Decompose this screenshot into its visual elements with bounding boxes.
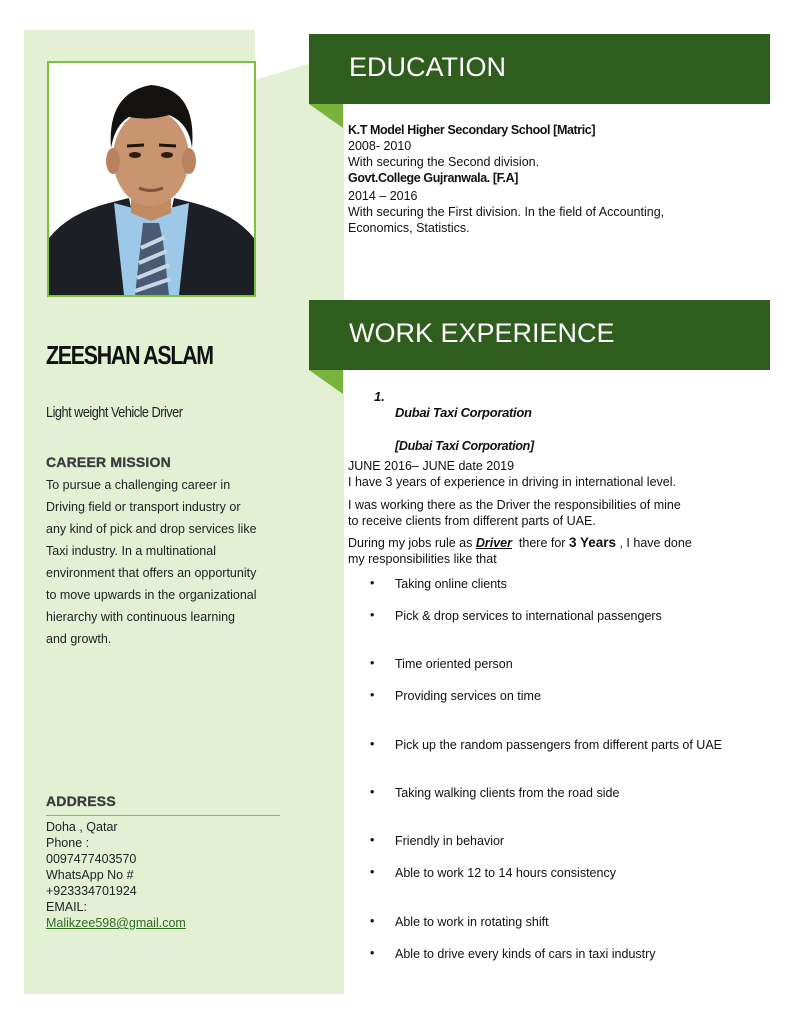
bullet-icon: • bbox=[370, 737, 375, 751]
person-portrait-icon bbox=[49, 63, 254, 295]
address-divider bbox=[46, 815, 280, 816]
bullet-icon: • bbox=[370, 914, 375, 928]
job-para-1-line: I was working there as the Driver the responsibilities of mine bbox=[348, 498, 681, 512]
job-number: 1. bbox=[374, 389, 385, 404]
career-mission-heading: CAREER MISSION bbox=[46, 454, 171, 470]
bullet-icon: • bbox=[370, 688, 375, 702]
person-name: ZEESHAN ASLAM bbox=[46, 340, 213, 370]
job-summary: I have 3 years of experience in driving in international level. bbox=[348, 475, 676, 489]
job-para-2-line bbox=[348, 535, 748, 551]
school-2-years: 2014 – 2016 bbox=[348, 189, 418, 203]
job-para-1-line: to receive clients from different parts of UAE. bbox=[348, 514, 596, 528]
para2-years: 3 Years bbox=[568, 535, 617, 550]
para2-post: , I have done bbox=[616, 536, 692, 550]
mission-line: hierarchy with continuous learning bbox=[46, 610, 235, 624]
bullet-icon: • bbox=[370, 865, 375, 879]
para2-pre: During my jobs rule as bbox=[348, 536, 476, 550]
bullet-icon: • bbox=[370, 656, 375, 670]
job-para-2 bbox=[348, 535, 748, 567]
work-experience-heading: WORK EXPERIENCE bbox=[349, 318, 615, 348]
career-mission-text bbox=[46, 474, 286, 650]
mission-line: Taxi industry. In a multinational bbox=[46, 544, 216, 558]
mission-line: to move upwards in the organizational bbox=[46, 588, 257, 602]
address-city: Doha , Qatar bbox=[46, 820, 118, 834]
mission-line: and growth. bbox=[46, 632, 112, 646]
mission-line: Driving field or transport industry or bbox=[46, 500, 241, 514]
para2-mid: there for bbox=[511, 536, 569, 550]
company-name: Dubai Taxi Corporation bbox=[395, 405, 532, 420]
work-banner-fold bbox=[309, 370, 343, 394]
education-banner-fold bbox=[309, 104, 343, 128]
profile-photo bbox=[47, 61, 256, 297]
school-1-years: 2008- 2010 bbox=[348, 139, 412, 153]
school-2: Govt.College Gujranwala. [F.A] bbox=[348, 171, 518, 185]
school-2-note: With securing the First division. In the field of Accounting, bbox=[348, 205, 665, 219]
job-para-1 bbox=[348, 497, 748, 529]
job-role: Light weight Vehicle Driver bbox=[46, 404, 183, 421]
bullet-icon: • bbox=[370, 576, 375, 590]
para2-role: Driver bbox=[475, 536, 512, 550]
bullet-icon: • bbox=[370, 946, 375, 960]
company-name-bracket: [Dubai Taxi Corporation] bbox=[395, 439, 534, 453]
education-section bbox=[348, 122, 748, 236]
address-block bbox=[46, 819, 186, 931]
mission-line: any kind of pick and drop services like bbox=[46, 522, 257, 536]
school-1: K.T Model Higher Secondary School [Matric] bbox=[348, 123, 596, 137]
address-heading: ADDRESS bbox=[46, 793, 116, 809]
phone-number: 0097477403570 bbox=[46, 852, 137, 866]
job-para-2-line: my responsibilities like that bbox=[348, 552, 497, 566]
education-banner bbox=[309, 34, 770, 104]
bullet-icon: • bbox=[370, 785, 375, 799]
bullet-icon: • bbox=[370, 608, 375, 622]
education-heading: EDUCATION bbox=[349, 52, 507, 82]
mission-line: To pursue a challenging career in bbox=[46, 478, 231, 492]
whatsapp-label: WhatsApp No # bbox=[46, 868, 134, 882]
job-dates: JUNE 2016– JUNE date 2019 bbox=[348, 459, 515, 473]
email-label: EMAIL: bbox=[46, 900, 87, 914]
mission-line: environment that offers an opportunity bbox=[46, 566, 257, 580]
school-2-note-cont: Economics, Statistics. bbox=[348, 221, 470, 235]
phone-label: Phone : bbox=[46, 836, 90, 850]
email-link[interactable]: Malikzee598@gmail.com bbox=[46, 916, 186, 930]
school-1-note: With securing the Second division. bbox=[348, 155, 540, 169]
whatsapp-number: +923334701924 bbox=[46, 884, 137, 898]
work-experience-banner bbox=[309, 300, 770, 370]
bullet-icon: • bbox=[370, 833, 375, 847]
